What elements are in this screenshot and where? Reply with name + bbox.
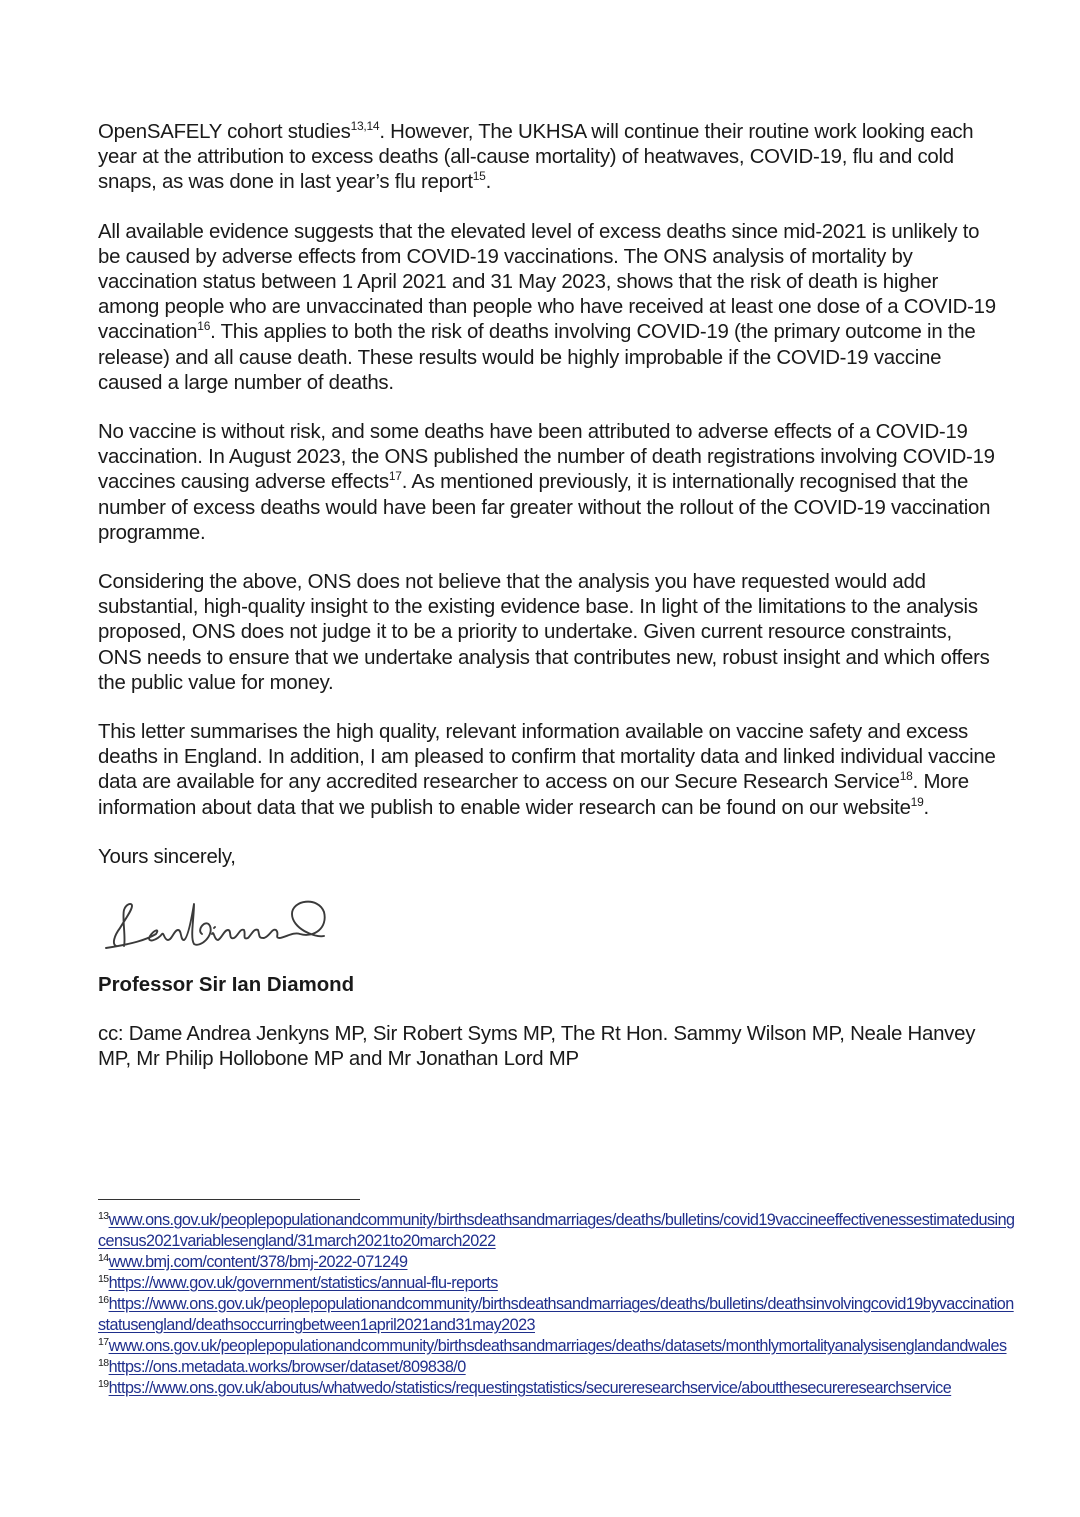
paragraph-text: . This applies to both the risk of deaths involving COVID-19 (the primary outcome in the release) and all cause death. These results would be highly improbable if the COVID-19 vaccine caused a large number of deaths. xyxy=(98,321,976,394)
footnote-link[interactable]: https://www.gov.uk/government/statistics/annual-flu-reports xyxy=(108,1274,498,1292)
footnote-link[interactable]: www.ons.gov.uk/peoplepopulationandcommunity/birthsdeathsandmarriages/deaths/bulletins/covid19vaccineeffectivenessestimatedusingcensus2021variablesengland/31march2021to20march2022 xyxy=(98,1211,1015,1250)
footnote-reference: 18 xyxy=(899,769,913,784)
body-paragraph xyxy=(98,570,998,696)
signatory-name: Professor Sir Ian Diamond xyxy=(98,974,355,997)
footnotes xyxy=(98,1210,1018,1399)
footnote-reference: 19 xyxy=(910,794,924,809)
body-paragraph xyxy=(98,120,998,196)
footnote-reference: 17 xyxy=(388,469,402,484)
footnote-item xyxy=(98,1273,1018,1294)
paragraph-text: No vaccine is without risk, and some deaths have been attributed to adverse effects of a COVID-19 vaccination. In August 2023, the ONS published the number of death registrations involving COVID-19 vaccines causing adverse effects xyxy=(98,421,995,494)
footnote-separator xyxy=(98,1199,360,1200)
footnote-link[interactable]: www.ons.gov.uk/peoplepopulationandcommunity/birthsdeathsandmarriages/deaths/datasets/monthlymortalityanalysisenglandandwales xyxy=(108,1337,1007,1355)
footnote-item xyxy=(98,1336,1018,1357)
footnote-number: 16 xyxy=(98,1294,109,1306)
cc-list: cc: Dame Andrea Jenkyns MP, Sir Robert Syms MP, The Rt Hon. Sammy Wilson MP, Neale Hanvey MP, Mr Philip Hollobone MP and Mr Jonathan Lord MP xyxy=(98,1023,976,1071)
paragraph-text: . However, The UKHSA will continue their routine work looking each year at the attribution to excess deaths (all-cause mortality) of heatwaves, COVID-19, flu and cold snaps, as was done in last year’s flu report xyxy=(98,121,974,194)
footnote-item xyxy=(98,1252,1018,1273)
footnote-number: 13 xyxy=(98,1210,109,1222)
paragraph-text: This letter summarises the high quality, relevant information available on vaccine safety and excess deaths in England. In addition, I am pleased to confirm that mortality data and linked individual vaccine data are available for any accredited researcher to access on our Secure Research Service xyxy=(98,721,996,794)
body-paragraph xyxy=(98,720,998,821)
footnote-item xyxy=(98,1294,1018,1336)
footnote-reference: 16 xyxy=(197,319,211,334)
signoff: Yours sincerely, xyxy=(98,845,236,868)
footnote-item xyxy=(98,1357,1018,1378)
footnote-link[interactable]: https://ons.metadata.works/browser/dataset/809838/0 xyxy=(108,1358,466,1376)
body-paragraphs xyxy=(98,120,998,821)
paragraph-text: . xyxy=(485,171,492,194)
paragraph-text: OpenSAFELY cohort studies xyxy=(98,121,351,143)
footnote-item xyxy=(98,1378,1018,1399)
body-paragraph xyxy=(98,420,998,546)
footnote-link[interactable]: www.bmj.com/content/378/bmj-2022-071249 xyxy=(108,1253,408,1271)
footnote-reference: 15 xyxy=(472,169,486,184)
footnote-number: 18 xyxy=(98,1357,109,1369)
footnote-link[interactable]: https://www.ons.gov.uk/peoplepopulationandcommunity/birthsdeathsandmarriages/deaths/bulletins/deathsinvolvingcovid19byvaccinationstatusengland/deathsoccurringbetween1april2021and31may2023 xyxy=(98,1295,1014,1334)
footnote-reference: 13,14 xyxy=(350,119,380,133)
footnote-number: 17 xyxy=(98,1336,109,1348)
footnote-number: 19 xyxy=(98,1378,109,1390)
footnote-number: 14 xyxy=(98,1252,109,1264)
paragraph-text: . More information about data that we publish to enable wider research can be found on our website xyxy=(98,771,969,819)
paragraph-text: . As mentioned previously, it is internationally recognised that the number of excess deaths would have been far greater without the rollout of the COVID-19 vaccination programme. xyxy=(98,471,991,544)
footnote-item xyxy=(98,1210,1018,1252)
footnote-link[interactable]: https://www.ons.gov.uk/aboutus/whatwedo/statistics/requestingstatistics/secureresearchservice/aboutthesecureresearchservice xyxy=(108,1379,952,1397)
paragraph-text: Considering the above, ONS does not believe that the analysis you have requested would add substantial, high-quality insight to the existing evidence base. In light of the limitations to the analysis proposed, ONS does not judge it to be a priority to undertake. Given current resource constraints, ONS needs to ensure that we undertake analysis that contributes new, robust insight and which offers the public value for money. xyxy=(98,571,990,694)
body-paragraph xyxy=(98,220,998,396)
letter-body xyxy=(98,120,998,1096)
paragraph-text: . xyxy=(923,796,929,819)
paragraph-text: All available evidence suggests that the elevated level of excess deaths since mid-2021 is unlikely to be caused by adverse effects from COVID-19 vaccinations. The ONS analysis of mortality by vaccination status between 1 April 2021 and 31 May 2023, shows that the risk of death is higher among people who are unvaccinated than people who have received at least one dose of a COVID-19 vaccination xyxy=(98,220,996,344)
signature-icon xyxy=(102,888,332,954)
footnote-number: 15 xyxy=(98,1273,109,1285)
